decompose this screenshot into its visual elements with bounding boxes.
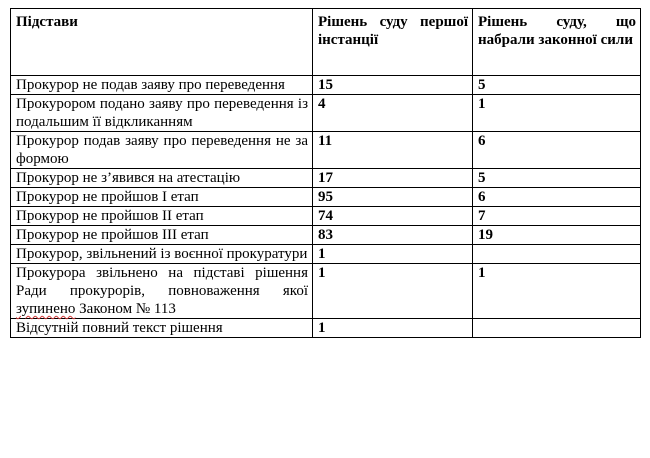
court-decisions-table <box>10 8 641 338</box>
row-basis: Прокурор не пройшов III етап <box>11 226 313 245</box>
row-in-force-count <box>473 245 641 264</box>
table-row <box>11 245 641 264</box>
spellcheck-marked-word: зупинено <box>16 301 76 317</box>
row-in-force-count: 19 <box>473 226 641 245</box>
row-in-force-count: 7 <box>473 207 641 226</box>
table-row <box>11 188 641 207</box>
row-basis-text: Прокурора звільнено на підставі рішення Ради прокурорів, повноваження якої <box>16 265 308 299</box>
row-first-instance-count: 1 <box>313 264 473 319</box>
row-first-instance-count: 1 <box>313 319 473 338</box>
row-in-force-count: 6 <box>473 132 641 169</box>
row-first-instance-count: 17 <box>313 169 473 188</box>
row-basis: Прокурор не подав заяву про переведення <box>11 76 313 95</box>
row-basis: Прокурором подано заяву про переведення із подальшим її відкликанням <box>11 95 313 132</box>
row-in-force-count <box>473 319 641 338</box>
row-first-instance-count: 11 <box>313 132 473 169</box>
header-basis: Підстави <box>11 9 313 76</box>
row-first-instance-count: 95 <box>313 188 473 207</box>
table-row <box>11 95 641 132</box>
table-row <box>11 76 641 95</box>
row-first-instance-count: 74 <box>313 207 473 226</box>
row-in-force-count: 1 <box>473 264 641 319</box>
row-first-instance-count: 4 <box>313 95 473 132</box>
row-in-force-count: 1 <box>473 95 641 132</box>
table-row <box>11 226 641 245</box>
header-first-instance: Рішень суду першої інстанції <box>313 9 473 76</box>
table-row <box>11 207 641 226</box>
row-basis <box>11 264 313 319</box>
row-basis: Прокурор не пройшов I етап <box>11 188 313 207</box>
row-in-force-count: 5 <box>473 169 641 188</box>
table-row <box>11 132 641 169</box>
row-basis: Прокурор не з’явився на атестацію <box>11 169 313 188</box>
table-row <box>11 169 641 188</box>
table-row <box>11 264 641 319</box>
row-in-force-count: 6 <box>473 188 641 207</box>
row-basis-text-end: Законом № 113 <box>75 301 176 317</box>
table-header-row <box>11 9 641 76</box>
table-row <box>11 319 641 338</box>
header-in-force: Рішень суду, що набрали законної сили <box>473 9 641 76</box>
row-basis: Прокурор подав заяву про переведення не за формою <box>11 132 313 169</box>
row-basis: Прокурор, звільнений із воєнної прокуратури <box>11 245 313 264</box>
row-basis: Відсутній повний текст рішення <box>11 319 313 338</box>
row-first-instance-count: 15 <box>313 76 473 95</box>
row-basis: Прокурор не пройшов II етап <box>11 207 313 226</box>
row-first-instance-count: 83 <box>313 226 473 245</box>
row-in-force-count: 5 <box>473 76 641 95</box>
row-first-instance-count: 1 <box>313 245 473 264</box>
